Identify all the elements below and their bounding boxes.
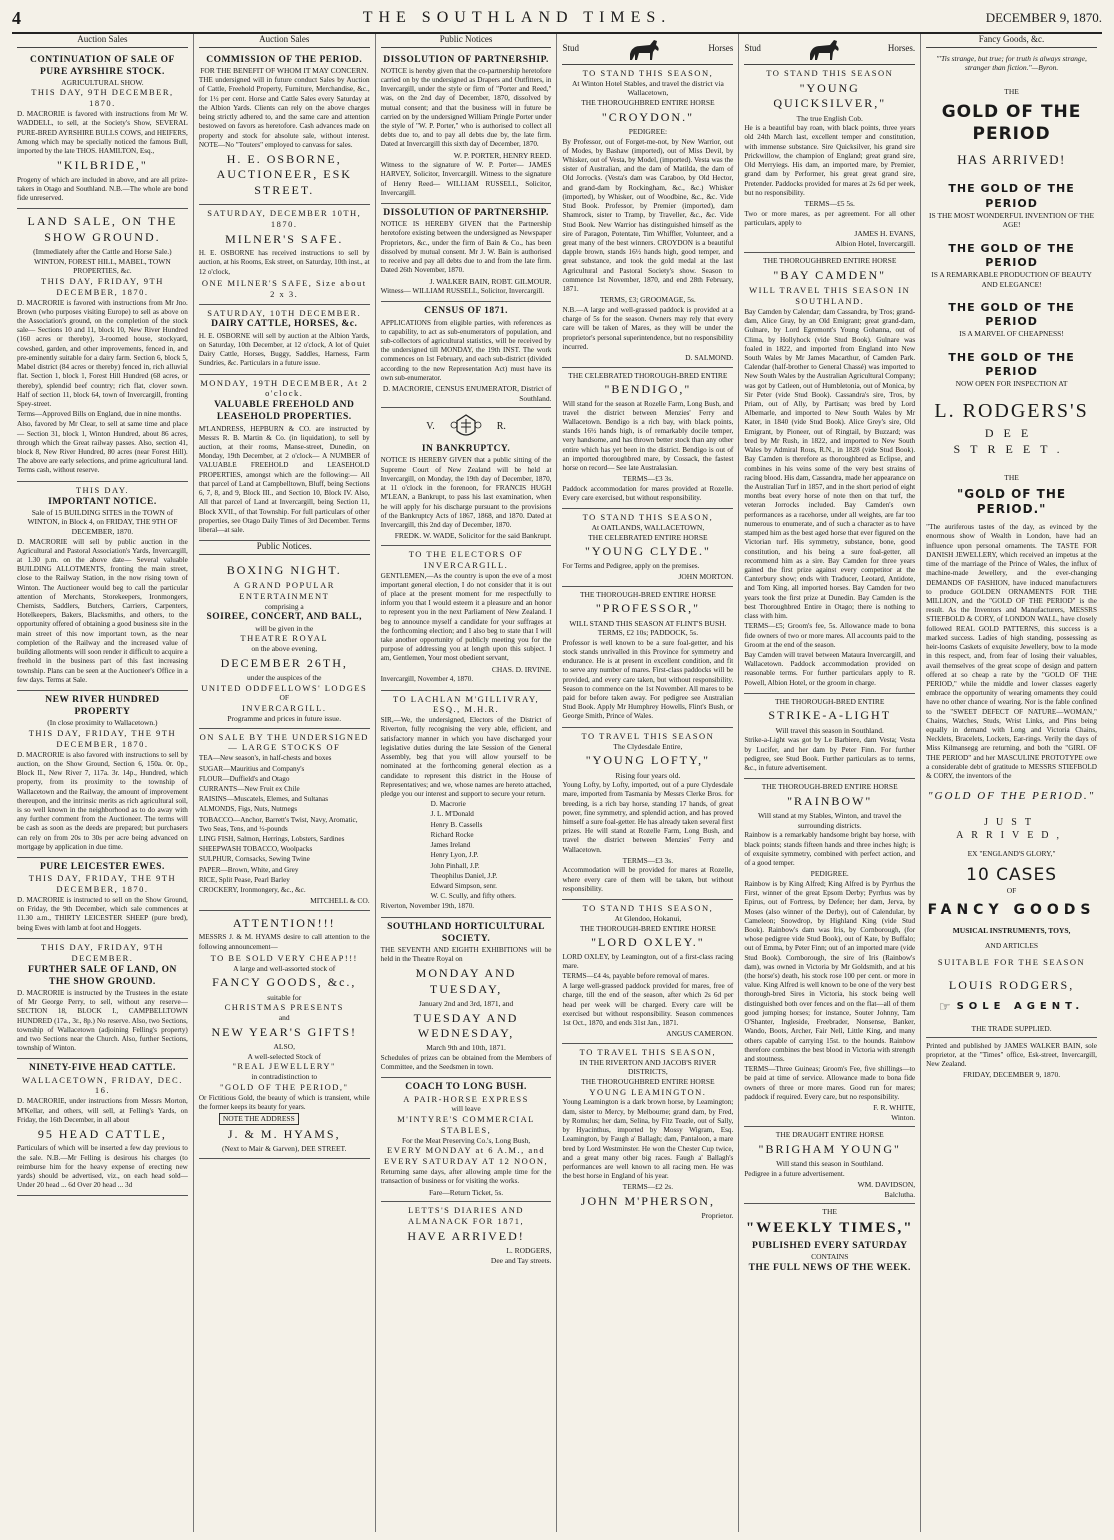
pointing-hand-icon: ☞ bbox=[938, 999, 951, 1015]
section-heading: Auction Sales bbox=[199, 34, 370, 48]
column-6 bbox=[921, 34, 1102, 1532]
ad-young-lofty: TO TRAVEL THIS SEASON The Clydesdale Entire, "YOUNG LOFTY," Rising four years old. Young Lofty, by Lofty, imported, out of a pure Clydesdale mare, imported from Tasmania by Messrs Clerke Bros. for breeding, is a rich bay horse, standing 17 hands, of great power, fine symmetry, and splendid action, and has proved himself a sure foal-getter. He has already taken several first prizes. He will stand at Rozelle Farm, Long Bush, and travel the district between Menzies' Ferry and Wallacetown. TERMS—£3 3s. Accommodation will be provided for mares at Rozelle, where every care of them will be taken, but without responsibility. bbox=[562, 728, 733, 900]
stock-item: RAISINS—Muscatels, Elemes, and Sultanas bbox=[198, 795, 328, 804]
signatory: J. L. M'Donald bbox=[430, 810, 474, 819]
column-3 bbox=[376, 34, 558, 1532]
ad-horticultural-society: SOUTHLAND HORTICULTURAL SOCIETY. THE SEVENTH AND EIGHTH EXHIBITIONS will be held in the Theatre Royal on MONDAY AND TUESDAY, January 2nd and 3rd, 1871, and TUESDAY AND WEDNESDAY, March 9th and 10th, 1871. Schedules of prizes can be obtained from the Members of Committee, and the Seedsmen in town. bbox=[381, 918, 552, 1079]
section-heading-public-notices: Public Notices. bbox=[199, 541, 370, 555]
ad-building-sites: THIS DAY. IMPORTANT NOTICE. Sale of 15 BUILDING SITES in the TOWN of WINTON, in Block 4, on FRIDAY, THE 9TH OF DECEMBER, 1870. D. MACRORIE will sell by public auction in the Agricultural and Pastoral Association's Yards, Invercargill, at 1.30 p.m. on the above date— Several valuable BUILDING ALLOTMENTS, fronting the main street, close to the Railway Station, in the now rising town of Winton. The Auctioneer would beg to call the particular attention of Merchants, Storekeepers, Ironmongers, Chemists, Saddlers, Butchers, Carriers, Carpenters, Hotelkeepers, Bakers, Blacksmiths, and others, to the opportunity offered of obtaining a good business site in the main street of this now important town, as the near completion of the Railway and the increased value of building allotments will soon render it difficult to acquire a freehold in the business part of this fast increasing township. Plans can be seen at the Auctioneer's Office in a few days. Terms at Sale. bbox=[17, 482, 188, 691]
section-heading: Auction Sales bbox=[17, 34, 188, 48]
stock-item: RICE, Split Pease, Pearl Barley bbox=[198, 875, 290, 884]
ad-dissolution-bain: DISSOLUTION OF PARTNERSHIP. NOTICE IS HEREBY GIVEN that the Partnership heretofore existing between the undersigned as Newspaper Proprietors, &c., under the firm of Bain & Co., has been dissolved by mutual consent. Mr J. W. Bain is authorised to receive and pay all debts due to and from the late firm. Dated 26th November, 1870. J. WALKER BAIN, ROBT. GILMOUR. Witness— WILLIAM RUSSELL, Solicitor, Invercargill. bbox=[381, 204, 552, 302]
ad-large-stocks: ON SALE BY THE UNDERSIGNED— LARGE STOCKS OF TEA—New season's, in half-chests and boxes SUGAR—Mauritius and Company's FLOUR—Duffield's and Otago CURRANTS—New Fruit ex Chile RAISINS—Muscatels, Elemes, and Sultanas ALMONDS, Figs, Nuts, Nutmegs TOBACCO—Anchor, Barrett's Twist, Navy, Aromatic, Two Seas, Tens, and ½-pounds LING FISH, Salmon, Herrings, Lobsters, Sardines SHEEPWASH TOBACCO, Woolpacks SULPHUR, Cornsacks, Sewing Twine PAPER—Brown, White, and Grey RICE, Split Pease, Pearl Barley CROCKERY, Ironmongery, &c., &c. MITCHELL & CO. bbox=[199, 729, 370, 911]
ad-letts-diaries: LETTS'S DIARIES AND ALMANACK FOR 1871, HAVE ARRIVED! L. RODGERS, Dee and Tay streets. bbox=[407, 1205, 552, 1265]
ad-dairy-cattle: SATURDAY, 10TH DECEMBER. DAIRY CATTLE, HORSES, &c. H. E. OSBORNE will sell by auction at the Albion Yards, on Saturday, 10th December, at 12 o'clock, A lot of Quiet Dairy Cattle, Horses, Buggy, Saddles, Harness, Farm Sundries, &c. Particulars in a future issue. bbox=[199, 305, 370, 375]
signatory: Edward Simpson, senr. bbox=[430, 881, 497, 890]
stock-item: ALMONDS, Figs, Nuts, Nutmegs bbox=[198, 805, 298, 814]
column-2 bbox=[194, 34, 376, 1532]
ad-electors-invercargill: TO THE ELECTORS OF INVERCARGILL. GENTLEMEN,—As the country is upon the eve of a most important general election, I do not consider that it is out of place at the present moment for me respectfully to inform you that I would esteem it a pleasure and an honor to represent you in the next Parliament of New Zealand. I beg to announce myself a candidate for your suffrages at the forthcoming election; and I also beg to state that I will take another opportunity of publicly meeting you for the purpose of addressing you at length upon this subject. I am, Gentlemen, Your most obedient servant, CHAS. D. IRVINE. Invercargill, November 4, 1870. bbox=[381, 546, 552, 691]
ad-leicester-ewes: PURE LEICESTER EWES. THIS DAY, FRIDAY, THE 9TH DECEMBER, 1870. D. MACRORIE is instructed to sell on the Show Ground, on Friday, the 9th December, which sale commences at 11.30 a.m., THIRTY LEICESTER SHEEP (pure bred), being Ewes with lamb at foot and Hoggets. bbox=[17, 858, 188, 939]
signatory: W. C. Scully, and fifty others. bbox=[430, 892, 516, 901]
stock-item: TEA—New season's, in half-chests and boxes bbox=[198, 754, 332, 763]
issue-date: DECEMBER 9, 1870. bbox=[985, 10, 1102, 25]
royal-crest-icon bbox=[449, 413, 483, 441]
ad-bay-camden: THE THOROUGHBRED ENTIRE HORSE "BAY CAMDEN" WILL TRAVEL THIS SEASON IN SOUTHLAND. Bay Camden by Calendar; dam Cassandra, by Tros; grand-dam, Alice Gray, by an Old Emigrant; great grand-dam, Gulnare, by Lord Egremont's Young Gohanna, out of Clima, by Hollyhock (vide Stud Book). Gulnare was foaled in 1822, and imported from England into New South Wales by Mr James Macarthur, of Camden Park. Calendar (half-brother to General Chassé) was imported to New South Wales by the Australian Agricultural Company; was got by Catleen, out of Humbletonia, out of Monica, by Sir Peter (vide Stud Book). Cassandra's sire, Tros, by Priam, out of Ally, by Partisan; was bred by Lord Albemarle, and imported to New South Wales by Mr Kater, in 1840 (vide Stud Book). Alice Grey's sire, Old Emigrant, by Pioneer, out of Ringtail, by Buzzard; was bred by Mr Rush, in 1822, and imported to New South Wales by Admiral Rous, R.N., in 1828 (vide Stud Book). Bay Camden is therefore as thoroughbred as Eclipse, and combines in his veins some of the very best strains of racing blood. His dam, Cassandra, made her appearance on the Australian Turf in 1857, and in the short period of eight months beat every horse of note then on that turf, the veteran Jorrocks included. Bay Camden's own performances as a racehorse, under all weights, are far too numerous to enumerate, and of such a character as to have stamped him as the best aged horse that ever figured on the Victorian turf. His symmetry, substance, bone, good constitution, and his being a sure foal-getter, all recommend him as a sire. Bay Camden for three years gained the first prize against every competitor at the Canterbury show; ends with Traducer, Leotard, Antidote, and Tom King, all imported horses. Bay Camden for two years took the first prize at Dunedin. Bay Camden is the best Thoroughbred Entire in Otago; there is nothing to class with him. TERMS—£5; Groom's fee, 5s. Allowance made to bona fide owners of two or more mares. All accounts paid to the Groom at the end of the season. Bay Camden will travel between Mataura Invercargill, and Wallacetown. Paddock accommodation provided on reasonable terms. For further particulars apply to R. Powell, Albion Hotel, or the groom in charge. bbox=[744, 253, 915, 694]
signatory: James Ireland bbox=[430, 841, 471, 850]
ad-new-river-property: NEW RIVER HUNDRED PROPERTY (In close proximity to Wallacetown.) THIS DAY, FRIDAY, THE 9TH DECEMBER, 1870. D. MACRORIE is also favored with instructions to sell by auction, on the Show Ground, Section 6, 150a. 0r. 0p., Block II., New River 7, 117a. 3r. 14p., Hundred, which property, from its proximity to the township of Wallacetown and the Railway, the amount of improvement thereupon, and the intrinsic merits as rich agricultural soil, is so well known in the neighborhood as to do away with any further comment from the Auctioneer. The terms will be cash as soon as the deeds are prepared; but purchasers can rely on from 20s to 30s per acre being advanced on mortgage by application in due time. bbox=[17, 691, 188, 858]
stock-item: SULPHUR, Cornsacks, Sewing Twine bbox=[198, 855, 310, 864]
ad-ninety-five-cattle: NINETY-FIVE HEAD CATTLE. WALLACETOWN, FRIDAY, DEC. 16. D. MACRORIE, under instructions from Messrs Morton, M'Kellar, and others, will sell, at Felling's Yards, on Friday, the 16th December, in all about 95 HEAD CATTLE, Particulars of which will be inserted a few day previous to the sale. N.B.—Mr Felling is desirous his charges (to reimburse him for the heavy expense of erecting new yards) should be advertised, viz., on each head sold— Under 20 head ... 6d Over 20 head ... 3d bbox=[17, 1059, 188, 1196]
signatory: Henry Lyon, J.P. bbox=[430, 851, 479, 860]
stock-item: FLOUR—Duffield's and Otago bbox=[198, 774, 290, 783]
ad-further-land-sale: THIS DAY, FRIDAY, 9TH DECEMBER. FURTHER SALE OF LAND, ON THE SHOW GROUND. D. MACRORIE is instructed by the Trustees in the estate of Mr George Perry, to sell, without any reserve— SECTION 18, BLOCK I., CAMPBELLTOWN HUNDRED (17a., 3r., 8p.) No reserve. Also, two Sections, township of Wallacetown (adjoining Felling's property) and two Sections near the Church. Also, further Sections, township of Winton. bbox=[17, 939, 188, 1060]
column-5 bbox=[739, 34, 921, 1532]
ad-gold-of-the-period: "'Tis strange, but true; for truth is always strange, stranger than fiction."—Byron. THE GOLD OF THE PERIOD HAS ARRIVED! THE GOLD OF THE PERIOD IS THE MOST WONDERFUL INVENTION OF THE AGE! THE GOLD OF THE PERIOD IS A REMARKABLE PRODUCTION OF BEAUTY AND ELEGANCE! THE GOLD OF THE PERIOD IS A MARVEL OF CHEAPNESS! THE GOLD OF THE PERIOD NOW OPEN FOR INSPECTION AT L. RODGERS'S DEE STREET. THE "GOLD OF THE PERIOD." "The auriferous tastes of the day, as evinced by the enormous show of Wealth in London, have had an influence upon personal ornaments. The TASTE FOR DANISH JEWELLERY, which received an impetus at the time of the marriage of the Prince of Wales, the influx of machine-made Jewellery, and the ever-changing DEMANDS OF FASHION, have induced manufacturers to produce GOLDEN ORNAMENTS FOR THE MILLION, and the "GOLD OF THE PERIOD" is the result. As the Inventors and Manufacturers, MESSRS STIEFBOLD & CORY, of LONDON WALL, have closely followed REAL GOLD PATTERNS, this success is a marked success. Ladies of high standing, possessing as heir-looms Caskets of exquisite Jewellery, bow to la mode in this respect, and, from fear of losing their valuables, avail themselves of the great scope of design and pattern offered at so cheap a rate by the "GOLD OF THE PERIOD," while the middle and lower classes eagerly embrace the opportunity of wearing ornaments they could have no other chance of wearing. Nor is the fable confined to the "SWEET DEFECT OF NATURE—WOMAN," Chains, Watches, Studs, Wrist Links, and Pins being equally in demand with Long and Victoria Chains, Necklets, Bracelets, Lockets, Ear-rings. Verily the days of Miss Kilmansegg are returning, and both the "GIRL OF THE PERIOD" and her MASCULINE PROTOTYPE owe a considerable debt of gratitude to MESSRS STIEFBOLD & CORY, the inventors of the "GOLD OF THE PERIOD." JUST ARRIVED, EX "ENGLAND'S GLORY," 10 CASES OF FANCY GOODS MUSICAL INSTRUMENTS, TOYS, AND ARTICLES SUITABLE FOR THE SEASON LOUIS RODGERS, ☞ SOLE AGENT. THE TRADE SUPPLIED. Printed and published by JAMES WALKER BAIN, sole proprietor, at the "Times" office, Esk-street, Invercargill, New Zealand. FRIDAY, DECEMBER 9, 1870. bbox=[926, 53, 1097, 1080]
ad-professor: THE THOROUGH-BRED ENTIRE HORSE "PROFESSOR," WILL STAND THIS SEASON AT FLINT'S BUSH. TERMS, £2 10s; PADDOCK, 5s. Professor is well known to be a sure foal-getter, and his stock stands unrivalled in this Province for symmetry and endurance. He is at present in excellent condition, and fit to serve any number of mares. First-class paddocks will be provided, and every care taken, but without responsibility. Season to commence on the 1st November. All mares to be paid for before taken away. For pedigree see Australian Stud Book. Apply Mr Humphrey Howells, Flint's Bush, or George Smith, Prince of Wales. bbox=[562, 587, 733, 728]
note-address-box: NOTE THE ADDRESS bbox=[219, 1113, 299, 1125]
stock-item: SHEEPWASH TOBACCO, Woolpacks bbox=[198, 845, 313, 854]
stock-item: TOBACCO—Anchor, Barrett's Twist, Navy, Aromatic, Two Seas, Tens, and ½-pounds bbox=[198, 815, 358, 833]
ad-brigham-young: THE DRAUGHT ENTIRE HORSE "BRIGHAM YOUNG" Will stand this season in Southland. Pedigree in a future advertisement. WM. DAVIDSON, Balclutha. bbox=[744, 1127, 915, 1204]
section-heading: Public Notices bbox=[381, 34, 552, 48]
section-heading: Fancy Goods, &c. bbox=[926, 34, 1097, 48]
ad-weekly-times: THE "WEEKLY TIMES," PUBLISHED EVERY SATURDAY CONTAINS THE FULL NEWS OF THE WEEK. bbox=[745, 1207, 914, 1273]
ad-boxing-night: BOXING NIGHT. A GRAND POPULAR ENTERTAINMENT comprising a SOIREE, CONCERT, AND BALL, will be given in the THEATRE ROYAL on the above evening, DECEMBER 26TH, under the auspices of the UNITED ODDFELLOWS' LODGES OF INVERCARGILL. Programme and prices in future issue. bbox=[199, 558, 370, 729]
signatories bbox=[381, 800, 552, 901]
stock-item: LING FISH, Salmon, Herrings, Lobsters, Sardines bbox=[198, 835, 345, 844]
stock-item: CROCKERY, Ironmongery, &c., &c. bbox=[198, 886, 306, 895]
ad-mgillivray: TO LACHLAN M'GILLIVRAY, ESQ., M.H.R. SIR,—We, the undersigned, Electors of the District of Riverton, fully recognising the very able, efficient, and satisfactory manner in which you have discharged your legislative duties during the late Session of the General Assembly, beg that you will allow yourself to be nominated at the forthcoming general election as a candidate to represent this district in the House of Representatives; and we, whose names are hereto attached, pledge you our interest and support to secure your return. D. Macrorie J. L. M'Donald Henry B. Cassells Richard Rocke James Ireland Henry Lyon, J.P. John Pinhall, J.P. Theophilus Daniel, J.P. Edward Simpson, senr. W. C. Scully, and fifty others. Riverton, November 19th, 1870. bbox=[381, 691, 552, 918]
ad-young-leamington: TO TRAVEL THIS SEASON, IN THE RIVERTON AND JACOB'S RIVER DISTRICTS, THE THOROUGHBRED ENTIRE HORSE YOUNG LEAMINGTON. Young Leamington is a dark brown horse, by Leamington; dam, sister to Mercy, by Melbourne; grand dam, by Fred, by Romulus; her dam, Selina, by Fitz Teazle, out of Sally, by Hyacinthus, imported by Mossy Wigram, Esq. Leamington, by Faugh a' Ballagh; dam, Pantaloon, a mare bred by Lord Westminster. He won the Chester Cup twice, and a great many other big races. Faugh a' Ballagh's performances are well known to all racing men. He was the best horse in England of his year. TERMS—£2 2s. JOHN M'PHERSON, Proprietor. bbox=[562, 1046, 734, 1221]
stock-item: PAPER—Brown, White, and Grey bbox=[198, 865, 299, 874]
ad-strike-a-light: THE THOROUGH-BRED ENTIRE STRIKE-A-LIGHT Will travel this season in Southland. Strike-a-Light was got by Le Barbiere, dam Vesta; Vesta by Lucifer, and her dam by Peter Finn. For further pedigree, see Stud Book. Further particulars as to terms, &c., in future advertisement. bbox=[744, 694, 915, 779]
signatory: D. Macrorie bbox=[430, 800, 466, 809]
masthead bbox=[12, 4, 1102, 34]
ad-dissolution-porter-reed: DISSOLUTION OF PARTNERSHIP. NOTICE is hereby given that the co-partnership heretofore carried on by the undersigned as Drapers and Outfitters, in Invercargill, under the style or firm of "Porter and Reed," was, on the 2nd day of December, 1870, dissolved by mutual consent; and that the business will in future be carried on by the undersigned William Pringle Porter under the style of "W. P. Porter," who is authorised to collect all debts due to, and to pay all debts due by, the late firm. Dated at Invercargill this sixth day of December, 1870. W. P. PORTER, HENRY REED. Witness to the signature of W. P. Porter— JAMES HARVEY, Solicitor, Invercargill. Witness to the signature of Henry Reed— WILLIAM RUSSELL, Solicitor, Invercargill. bbox=[381, 51, 552, 205]
columns bbox=[12, 34, 1102, 1532]
ad-lord-oxley: TO STAND THIS SEASON, At Glendoo, Hokanui, THE THOROUGH-BRED ENTIRE HORSE "LORD OXLEY." LORD OXLEY, by Leamington, out of a first-class racing mare. TERMS—£4 4s, payable before removal of mares. A large well-grassed paddock provided for mares, free of charge, till the end of the season, after which 2s 6d per head per week will be charged. Every care will be exercised but without responsibility. Season commences 1st Oct., 1870, and ends 31st Jan., 1871. ANGUS CAMERON. bbox=[562, 900, 733, 1044]
ad-young-clyde: TO STAND THIS SEASON, At OATLANDS, WALLACETOWN, THE CELEBRATED ENTIRE HORSE "YOUNG CLYDE." For Terms and Pedigree, apply on the premises. JOHN MORTON. bbox=[562, 509, 733, 586]
stock-item: SUGAR—Mauritius and Company's bbox=[198, 764, 305, 773]
stud-horses-heading: Stud Horses bbox=[562, 34, 733, 65]
sole-agent-line: ☞ SOLE AGENT. bbox=[938, 999, 1085, 1015]
signatory: Richard Rocke bbox=[430, 830, 474, 839]
ad-young-quicksilver: TO STAND THIS SEASON "YOUNG QUICKSILVER," The true English Cob. He is a beautiful bay roan, with black points, three years old 24th March last, excellent temper and constitution, with immense substance. Sire Quicksilver, his grand sire Prickwillow, the champion of England; great grand sire, Old Merryiegs. His dam, an imported mare, by Premier, grand dam by Performer, his great great grand sire, Pretender. Paddocks provided for mares at 2s 6d per week, but no responsibility. TERMS—£5 5s. Two or more mares, as per agreement. For all other particulars, apply to JAMES H. EVANS, Albion Hotel, Invercargill. bbox=[744, 65, 915, 253]
signatory: John Pinhall, J.P. bbox=[430, 861, 480, 870]
ad-milners-safe: SATURDAY, DECEMBER 10TH, 1870. MILNER'S SAFE. H. E. OSBORNE has received instructions to sell by auction, at his Rooms, Esk street, on Saturday, 10th inst., at 12 o'clock, ONE MILNER'S SAFE, Size about 2 x 3. bbox=[199, 205, 370, 305]
column-1 bbox=[12, 34, 194, 1532]
ad-commission: COMMISSION OF THE PERIOD. FOR THE BENEFIT OF WHOM IT MAY CONCERN. THE undersigned will in future conduct Sales by Auction of Cattle, Freehold Property, Furniture, Merchandise, &c., for 1½ per cent. Horse and Cattle Sales every Saturday at the Albion Yards. Clients can rely on the above charges being strictly adhered to, and the same care and attention bestowed on favors as heretofore. Cash advances made on property and stock for absolute sale, without interest. NOTE—No "Touters" employed to canvass for sales. H. E. OSBORNE, AUCTIONEER, ESK STREET. bbox=[199, 51, 370, 206]
ad-bankruptcy: V. R. IN BANKRUPTCY. NOTICE IS HEREBY GIVEN that a public sitting of the Supreme Court of New Zealand will be held at Invercargill, on Monday, the 19th day of December, 1870, at 11 o'clock in the forenoon, for FRANCIS HUGH M'LEAN, a Bankrupt, to pass his last examination, when he will apply for his discharge pursuant to the provisions of the Bankruptcy Acts of 1867, 1868, and 1870. Dated at Invercargill, this 2nd day of December, 1870. FREDK. W. WADE, Solicitor for the said Bankrupt. bbox=[381, 408, 552, 546]
signatory: Henry B. Cassells bbox=[430, 820, 483, 829]
ad-bendigo: THE CELEBRATED THOROUGH-BRED ENTIRE "BENDIGO," Will stand for the season at Rozelle Farm, Long Bush, and travel the district between Menzies' Ferry and Wallacetown. Bendigo is a rich bay, with black points, stands 16½ hands high, is of remarkably docile temper, very handsome, and has thrown better stock than any other entire which has yet been in the district. Bendigo is out of an imported thoroughbred mare, by Cossack, the fastest horse on record— See late Australasian. TERMS—£3 3s. Paddock accommodation for mares provided at Rozelle. Every care exercised, but without responsibility. bbox=[562, 368, 733, 510]
horse-icon bbox=[804, 36, 844, 62]
stock-item: CURRANTS—New Fruit ex Chile bbox=[198, 784, 300, 793]
ad-coach-long-bush: COACH TO LONG BUSH. A PAIR-HORSE EXPRESS will leave M'INTYRE'S COMMERCIAL STABLES, For the Meat Preserving Co.'s, Long Bush, EVERY MONDAY at 6 A.M., and EVERY SATURDAY AT 12 NOON, Returning same days, after allowing ample time for the transaction of business or for visiting the works. Fare—Return Ticket, 5s. bbox=[381, 1078, 552, 1202]
page-number: 4 bbox=[12, 7, 21, 28]
stud-horses-heading: Stud Horses. bbox=[744, 34, 915, 65]
newspaper-title: THE SOUTHLAND TIMES. bbox=[362, 9, 672, 26]
royal-crest: V. R. bbox=[381, 413, 552, 441]
ad-croydon: TO STAND THIS SEASON, At Winton Hotel Stables, and travel the district via Wallacetown, THE THOROUGHBRED ENTIRE HORSE "CROYDON." PEDIGREE: By Professor, out of Forget-me-not, by New Warrior, out of Modes, by Bashaw (imported), out of Miss Devil, by Whisker, out of Vesta, by Model, (imported). Vesta was the sister of Australian, and the dam of Matilda, the dam of Old Jorrocks. (Vesta's dam was Caraboo, by Old Hector, and grand-dam by Rockingham, &c., &c.) Whisker (imported), by Whisker, out of Woodbine, &c., &c. Vide Stud Book. Professor, by Premier (imported), dam Shamrock, sister to Tramp, by Traveller, &c., &c. Vide Stud Book. New Warrior has distinguished himself as the sire of Paragon, Potentate, Tim Whiffler, Volunteer, and a great many of the best winners. CROYDON is a beautiful dapple brown, stands 16½ hands high, good temper, and great substance, and took the gold medal at the last Agricultural and Pastoral Society's show. Season to commence 1st November, 1870, and end 28th February, 1871. TERMS, £3; GROOMAGE, 5s. N.B.—A large and well-grassed paddock is provided at a charge of 5s for the season. Owners may rely that every care will be taken of Mares, as they will be under the proprietor's personal superintendence, but no responsibility incurred. D. SALMOND. bbox=[562, 65, 733, 368]
ad-ayrshire-stock: CONTINUATION OF SALE OF PURE AYRSHIRE STOCK. AGRICULTURAL SHOW. THIS DAY, 9TH DECEMBER, 1870. D. MACRORIE is favored with instructions from Mr W. WADDELL, to sell, at the Society's Show, SEVERAL PURE-BRED AYRSHIRE BULLS COWS, and HEIFERS, Among which may be specially noticed the famous Bull, imported by the late THOS. HAMILTON, Esq., "KILBRIDE," Progeny of which are included in above, and are all prize-takers in Otago and Southland. N.B.—The whole are bond fide unreserved. bbox=[17, 51, 188, 210]
horse-icon bbox=[624, 36, 664, 62]
ad-land-sale: LAND SALE, ON THE SHOW GROUND. (Immediately after the Cattle and Horse Sale.) WINTON, FOREST HILL, MABEL, TOWN PROPERTIES, &c. THIS DAY, FRIDAY, 9TH DECEMBER, 1870. D. MACRORIE is favored with instructions from Mr Jno. Brown (who purposes visiting Europe) to sell as above on the Association's ground, on the completion of the stock sale— Sections 10 and 11, block 10, New River Hundred (160 acres or thereby), 3-roomed house, stockyard, cowshed, garden, and other improvements, fenced in, and pre-eminently suitable for a dairy farm. Section 6, block 5, Mabel district (84 acres or thereby) fenced in, rich alluvial flat. Section 1, block 1, Forest Hill Hundred (68 acres, or thereby), splendid beef country; rich flat, clover sown. Half of section 11, block 64, town of Invercargill, fronting Spey-street. Terms—Approved Bills on England, due in nine months. Also, favored by Mr Clear, to sell at same time and place— Section 31, block 1, Winton Hundred, about 86 acres, through which the Great railway passes. Also, section 41, block 8, New River Hundred, 80 acres (near Forest Hill). The above are early selections, and prime agricultural land. Terms cash, without reserve. bbox=[17, 209, 188, 481]
ad-freehold-properties: MONDAY, 19TH DECEMBER, At 2 o'clock. VALUABLE FREEHOLD AND LEASEHOLD PROPERTIES. M'LANDRESS, HEPBURN & CO. are instructed by Messrs R. B. Martin & Co. (in liquidation), to sell by auction, at their rooms, Manse-street, Dunedin, on Monday, 19th December, at 2 o'clock— A NUMBER of VALUABLE FREEHOLD and LEASEHOLD PROPERTIES, amongst which are the following:— All that parcel of Land at Campbelltown, Bluff, being Sections 6, 7, 8, and 9, Block III., and Section 10, Block IV. Also, All that parcel of Land at Invercargill, being Section 11, Block XVII., of that Township. For full particulars of other properties, see Otago Daily Times of 3rd December. Terms liberal—at sale. bbox=[199, 375, 370, 542]
ad-rainbow: THE THOROUGH-BRED ENTIRE HORSE "RAINBOW" Will stand at my Stables, Winton, and travel the surrounding districts. Rainbow is a remarkably handsome bright bay horse, with black points; stands fifteen hands and three inches high; is of exquisite symmetry, combined with perfect action, and of a good temper. PEDIGREE. Rainbow is by King Alfred; King Alfred is by Pyrrhus the First, winner of the great Epsom Derby; Pyrrhus was by Epirus, out of Fortress, by Defence; her dam, Jerva, by Moses (also winner of the Derby), out of Calendular, by Cameleon; Snowdrop, by Highland King (vide Stud Book). Rainbow's dam was Iris, by Cornborough, (for whose pedigree vide Stud Book), out of Kate, by Buffalo; out of Emma, by Peter Finn; out of an imported mare (vide Stud Book). Cornborough, the sire of Iris (Rainbow's dam), was owned in Victoria by Mr Goldsmith, and at his (the horse's) death, his stock rose 100 per cent. or more in value. King Alfred is well known to be one of the very best thorough-bred Sires in Victoria, his stock being well distinguished both over fences and on the flat—all of them good jumping horses; for instance, Souter Johnny, Tam O'Shanter, Ingleside, Freebrader, Nonsense, Banker, Wando, Boots, Archer, Fair Nell, Little King, and many others capable of carrying 15st. to the hounds. Rainbow therefore combines the best blood in Victoria with strength and stoutness. TERMS—Three Guineas; Groom's Fee, five shillings—to be paid at time of service. Allowance made to bona fide owners of three or more mares. Good run for mares; paddock if required. Every care, but no responsibility. F. R. WHITE, Winton. bbox=[744, 779, 915, 1127]
ad-hyams-attention: ATTENTION!!! MESSRS J. & M. HYAMS desire to call attention to the following announcement— TO BE SOLD VERY CHEAP!!! A large and well-assorted stock of FANCY GOODS, &c., suitable for CHRISTMAS PRESENTS and NEW YEAR'S GIFTS! ALSO, A well-selected Stock of "REAL JEWELLERY" in contradistinction to "GOLD OF THE PERIOD," Or Fictitious Gold, the beauty of which is transient, while the former keeps its beauty for years. NOTE THE ADDRESS J. & M. HYAMS, (Next to Mair & Garven), DEE STREET. bbox=[199, 911, 370, 1159]
signatory: Theophilus Daniel, J.P. bbox=[430, 871, 498, 880]
ad-census: CENSUS OF 1871. APPLICATIONS from eligible parties, with references as to capability, to act as sub-enumerators of population, and sub-collectors of agricultural statistics, will be received by the undersigned till MONDAY, the 19th INST. The work commences on 1st February, and each sub-district (divided according to the new Representation Act) must have its own sub-enumerator. D. MACRORIE, CENSUS ENUMERATOR, District of Southland. bbox=[381, 302, 552, 408]
column-4 bbox=[557, 34, 739, 1532]
